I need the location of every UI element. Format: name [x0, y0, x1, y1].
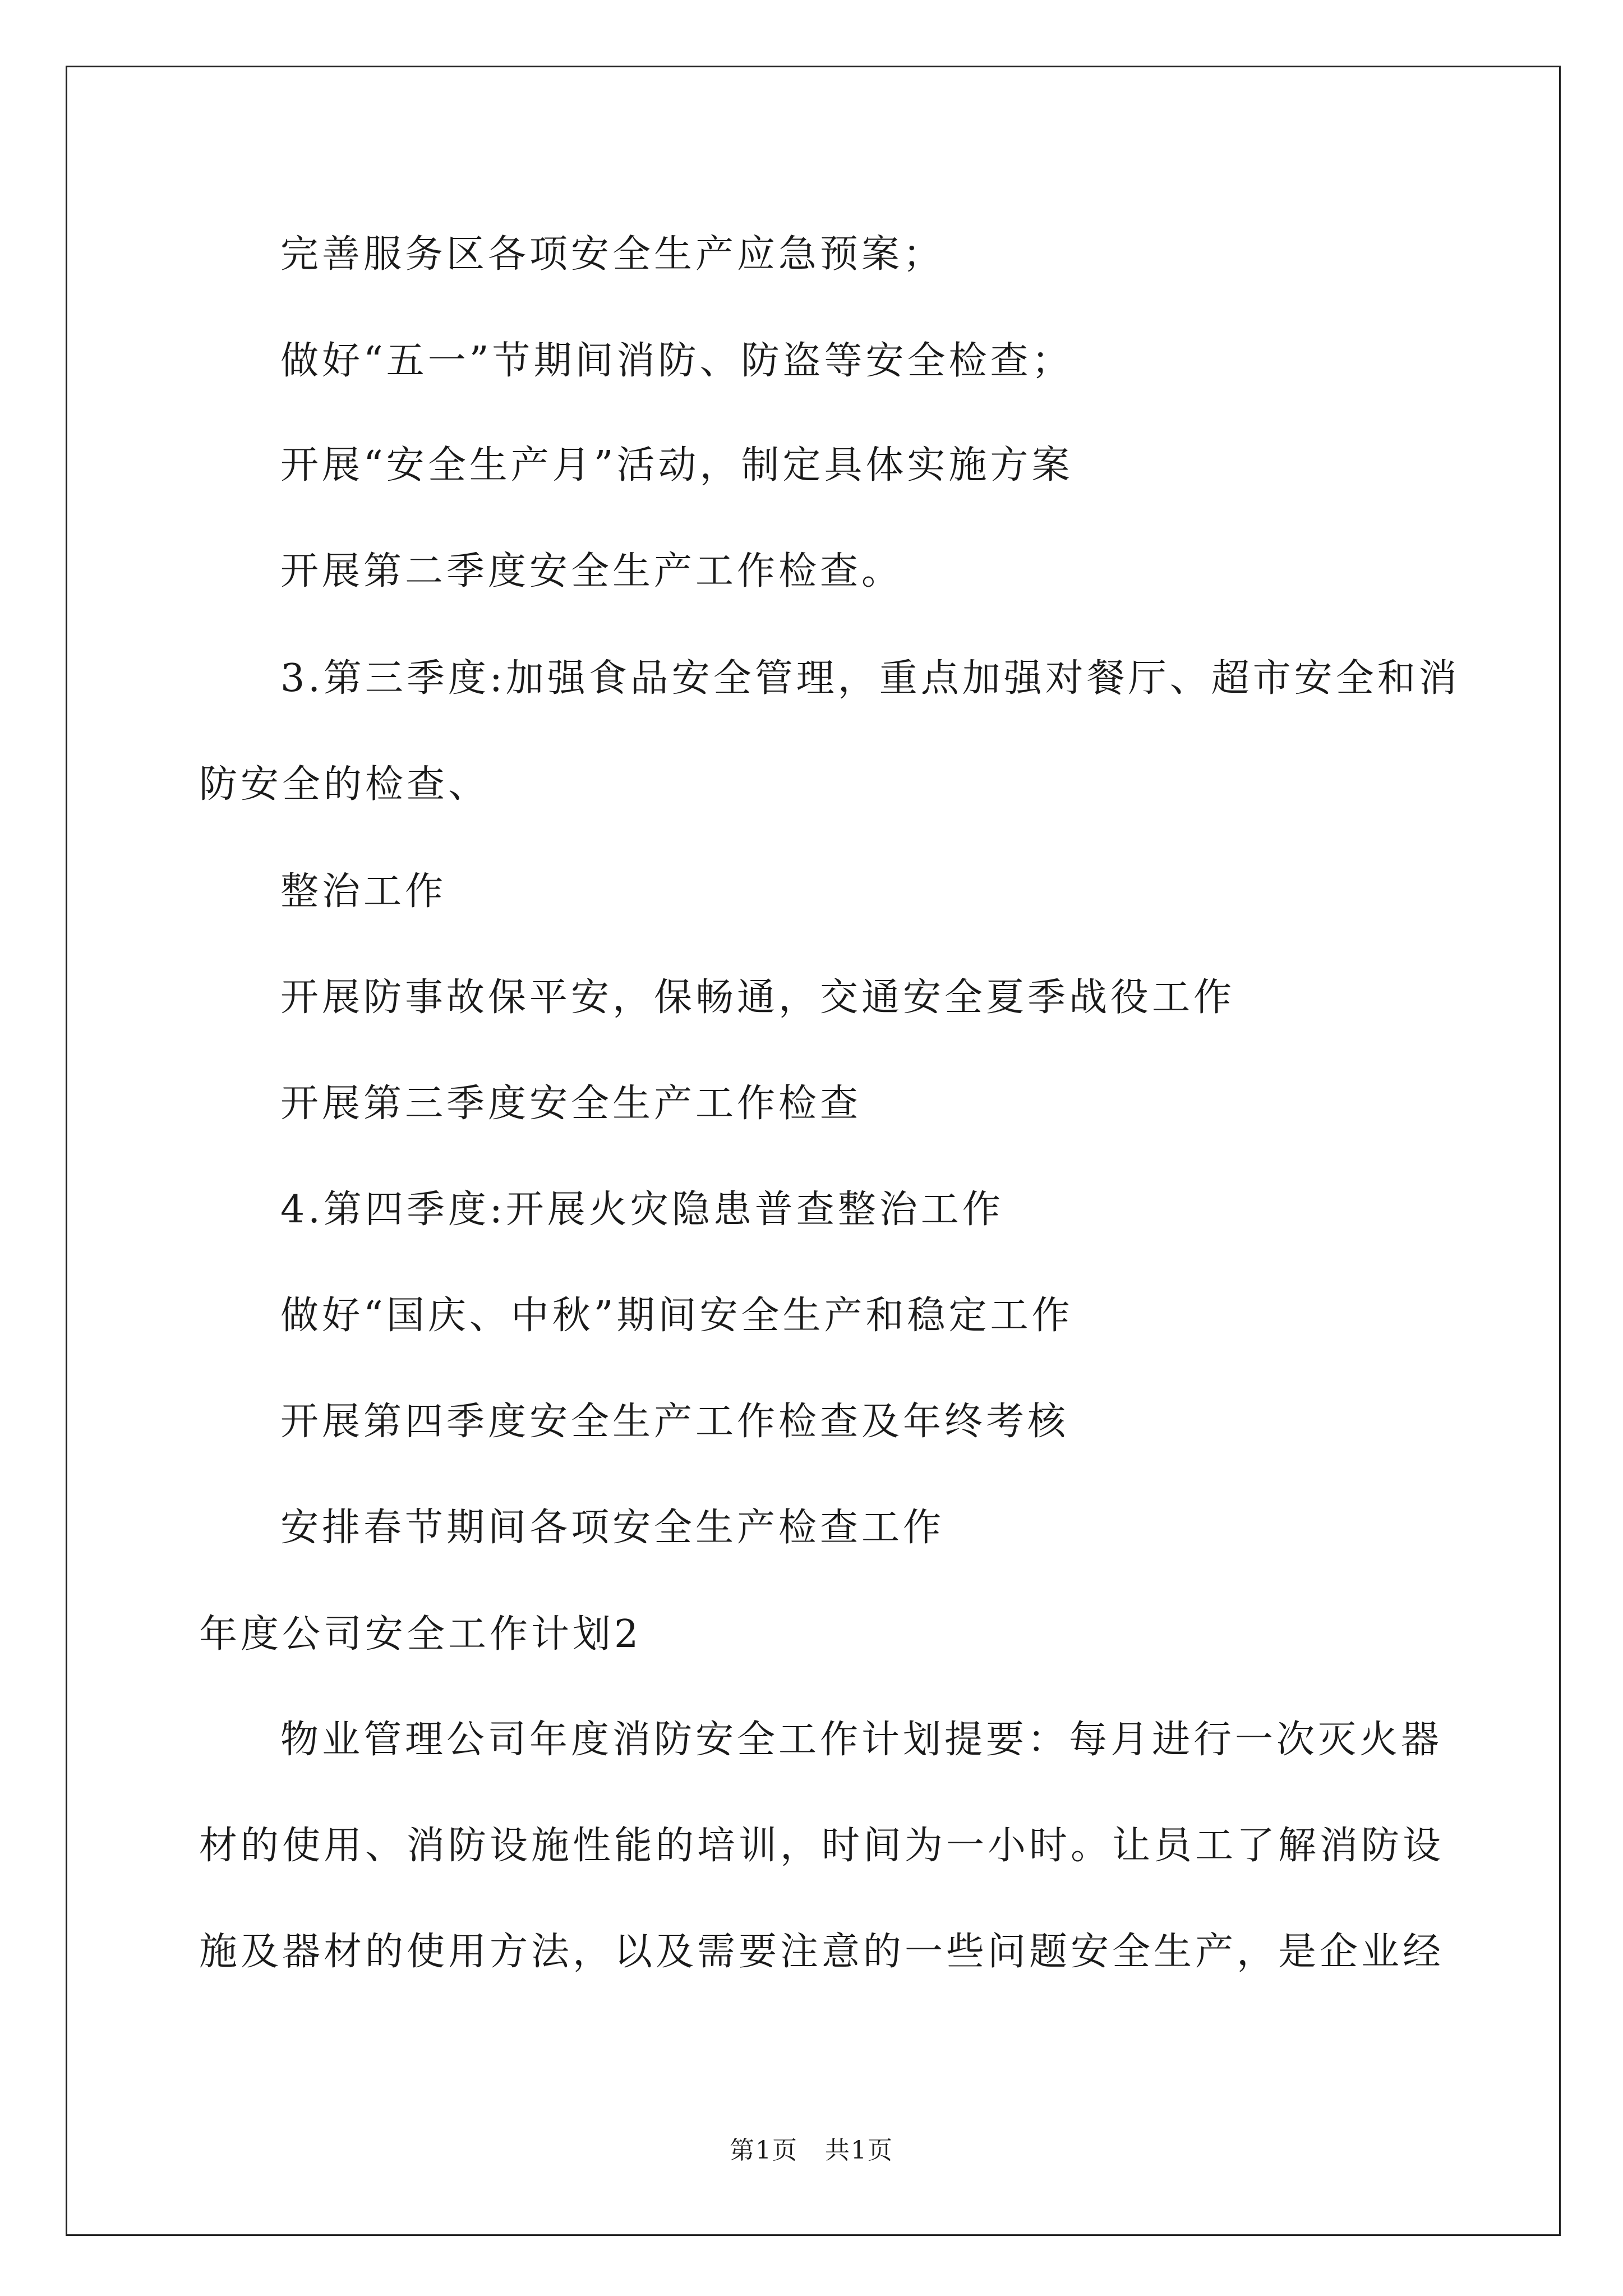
text-line-10: 4.第四季度:开展火灾隐患普查整治工作 — [280, 1188, 1004, 1232]
text-line-12: 开展第四季度安全生产工作检查及年终考核 — [280, 1400, 1069, 1444]
page-footer: 第1页 共1页 — [730, 2136, 893, 2165]
text-line-3: 开展“安全生产月”活动，制定具体实施方案 — [280, 443, 1073, 487]
text-line-11: 做好“国庆、中秋”期间安全生产和稳定工作 — [280, 1294, 1073, 1338]
text-line-5: 3.第三季度:加强食品安全管理，重点加强对餐厅、超市安全和消 — [280, 656, 1460, 701]
text-line-17: 施及器材的使用方法，以及需要注意的一些问题安全生产，是企业经 — [199, 1930, 1445, 1974]
text-line-6: 防安全的检查、 — [199, 762, 490, 807]
section-heading: 年度公司安全工作计划2 — [199, 1612, 642, 1657]
text-line-16: 材的使用、消防设施性能的培训，时间为一小时。让员工了解消防设 — [199, 1824, 1445, 1868]
page-border — [66, 66, 1561, 2236]
text-line-15: 物业管理公司年度消防安全工作计划提要：每月进行一次灭火器 — [280, 1718, 1443, 1762]
text-line-1: 完善服务区各项安全生产应急预案； — [280, 232, 945, 277]
text-line-13: 安排春节期间各项安全生产检查工作 — [280, 1506, 945, 1550]
text-line-8: 开展防事故保平安，保畅通，交通安全夏季战役工作 — [280, 976, 1235, 1020]
text-line-7: 整治工作 — [280, 869, 447, 914]
text-line-4: 开展第二季度安全生产工作检查。 — [280, 549, 903, 593]
text-line-2: 做好“五一”节期间消防、防盗等安全检查； — [280, 339, 1073, 383]
text-line-9: 开展第三季度安全生产工作检查 — [280, 1082, 862, 1126]
